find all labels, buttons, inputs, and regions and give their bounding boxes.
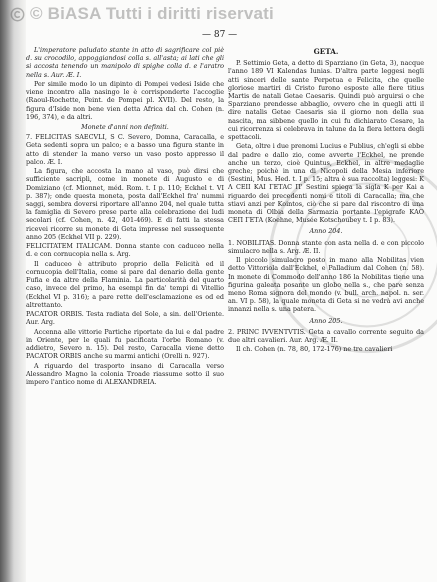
entry-body: Il ch. Cohen (n. 78, 80, 172-176) ne tre cavalieri <box>236 345 393 354</box>
entry-heading: FELICITATEM ITALICAM. Donna stante con caduceo nella d. e con cornucopia nella s. Arg. <box>26 242 224 259</box>
section-note: Monete d'anni non definiti. <box>81 123 169 132</box>
copyright-icon <box>10 7 25 27</box>
geta-paragraph-1: P. Settimio Geta, a detto di Sparziano (in Geta, 3), nacque l'anno 189 VI Kalendas Iunias. D'altra parte leggesi negli atti sinceri delle sante Perpetua e Felicita, che quelle gloriose martiri di Cristo furono esposte alle fiere titius Martis de natali Getae Caesaris. Quindi può arguirsi o che Sparziano prendesse abbaglio, ovvero che in quegli atti il dire natalis Getae Caesaris sia il giorno non della sua nascita, ma sibbene quello in cui fu dichiarato Cesare, la cui ricorrenza si celebrava in talune da la flera lettera degli spettacoli. <box>228 59 424 142</box>
left-column <box>26 46 224 388</box>
entry-body: Il caduceo è attributo proprio della Felicità ed il cornucopia dell'Italia, come si pare dal denario della gente Fufia e da altre della Flaminia. La particolarità del quarto caso, invece del primo, ha esempi fin da' tempi di Vitellio (Eckhel VI p. 316); a pare rette dell'esclamazione es od ed altrettanto. <box>26 259 224 309</box>
entry-heading: PACATOR ORBIS. Testa radiata del Sole, a sin. dell'Oriente. Aur. Arg. <box>26 310 224 327</box>
geta-paragraph-2: Geta, oltre i due prenomi Lucius e Publius, ch'egli si ebbe dal padre e dallo zio, come avverte l'Eckhel, ne prende anche un terzo, cioè Quintus, Eckhel, in altre medaglie greche; poichè in una di Nicopoli della Mesia inferiore (Sestini, Mus. Hed. t. I p. 15; altra è sua raccolta) leggesi: K Λ CEII ΚΑΙ ΓΕΤΑC Π' Sestini spiega la sigla K per Kai a riguardo dei precedenti nomi e titoli di Caracalla; ma che stiavi anzi per Kointos, ciò che si pare dal riscontro di una moneta di Olbia della Sarmazia portante l'epigrafe ΚΑΟ CEΠ ΓΕΤΑ (Koehne, Musée Kotschoubey t. I p. 83). <box>228 142 424 225</box>
entry-heading: 7. FELICITAS SAECVLI, S C. Severo, Domna, Caracalla, e Geta sedenti sopra un palco; e a basso una figura stante in atto di stender la mano verso un vaso posto appresso il palco. Æ. I. <box>26 133 224 166</box>
entry-body: Il piccolo simulacro posto in mano alla Nobilitas vien detto Vittoriola dall'Eckhel, e Palladium dal Cohen (n. 58). In monete di Commodo dell'anno 186 la Nobilitas tiene una figurina galeata posante un globo nella s., che pare senza meno Roma signora del mondo (v. bull. arch. napol. n. ser. an. VI p. 58), la quale moneta di Geta si ne vedrà avi anche innanzi nella s. una patera. <box>228 256 424 314</box>
page-number: — 87 — <box>202 30 238 40</box>
intro-paragraph-2: Per simile modo lo un dipinto di Pompei vedesi Iside che viene incontro alla nasingo le è corrisponderte l'accoglie (Raoul-Rochette, Peint. de Pompei pl. XVII). Del resto, la figura d'Iside non bene vien detta Africa dal ch. Cohen (n. 196, 374), e da altri. <box>26 80 224 121</box>
entry-heading: 2. PRINC IVVENTVTIS. Geta a cavallo corrente seguito da due altri cavalieri. Aur. Arg. Æ. II. <box>228 327 424 345</box>
section-heading-geta: GETA. <box>313 47 339 56</box>
right-column <box>228 46 424 355</box>
entry-body: La figura, che accosta la mano al vaso, può dirsi che sufficiente sacripli, come in monete di Augusto e di Domiziano (cf. Mionnet, méd. Rom. t. I p. 110; Eckhel t. VI p. 387); onde questa moneta, posta dall'Eckhel fra' nummi saggi, sembra doversi riportare all'anno 204, nel quale tutta la famiglia di Severo prese parte alla celebrazione dei ludi secolari (cf. Cohen, n. 42, 401-469). E di fatti la stessa ricevei ricorre su monete di Geta impresse nel sussequente anno 205 (Eckhel VII p. 229). <box>26 167 224 241</box>
year-heading: Anno 205. <box>309 316 343 325</box>
copyright-watermark <box>10 4 274 27</box>
entry-body: A riguardo del trasporto insano di Caracalla verso Alessandro Magno la colonia Troade riassume sotto il suo impero l'antico nome di ALEXANDREIA. <box>26 361 224 387</box>
page-binding-edge <box>0 0 26 582</box>
entry-heading: 1. NOBILITAS. Donna stante con asta nella d. e con piccolo simulacro nella s. Arg. Æ. II. <box>228 238 424 255</box>
year-heading: Anno 204. <box>309 227 343 236</box>
intro-paragraph-1: L'imperatore paludato stante in atto di sagrificare col piè d. su crocodilo, appoggiandosi colla s. all'asta; ai lati che gli si accosta tenendo un manipolo di spighe colla d. e l'aratro nella s. Aur. Æ. I. <box>26 46 224 79</box>
entry-body: Accenna alle vittorie Partiche riportate da lui e dal padre in Oriente, per le quali fu pacificata l'orbe Romano (v. addietro, Severo n. 15). Del resto, Caracalla viene detto PACATOR ORBIS anche su marmi antichi (Orelli n. 927). <box>26 327 224 361</box>
watermark-text: © BiASA Tutti i diritti riservati <box>30 4 274 23</box>
